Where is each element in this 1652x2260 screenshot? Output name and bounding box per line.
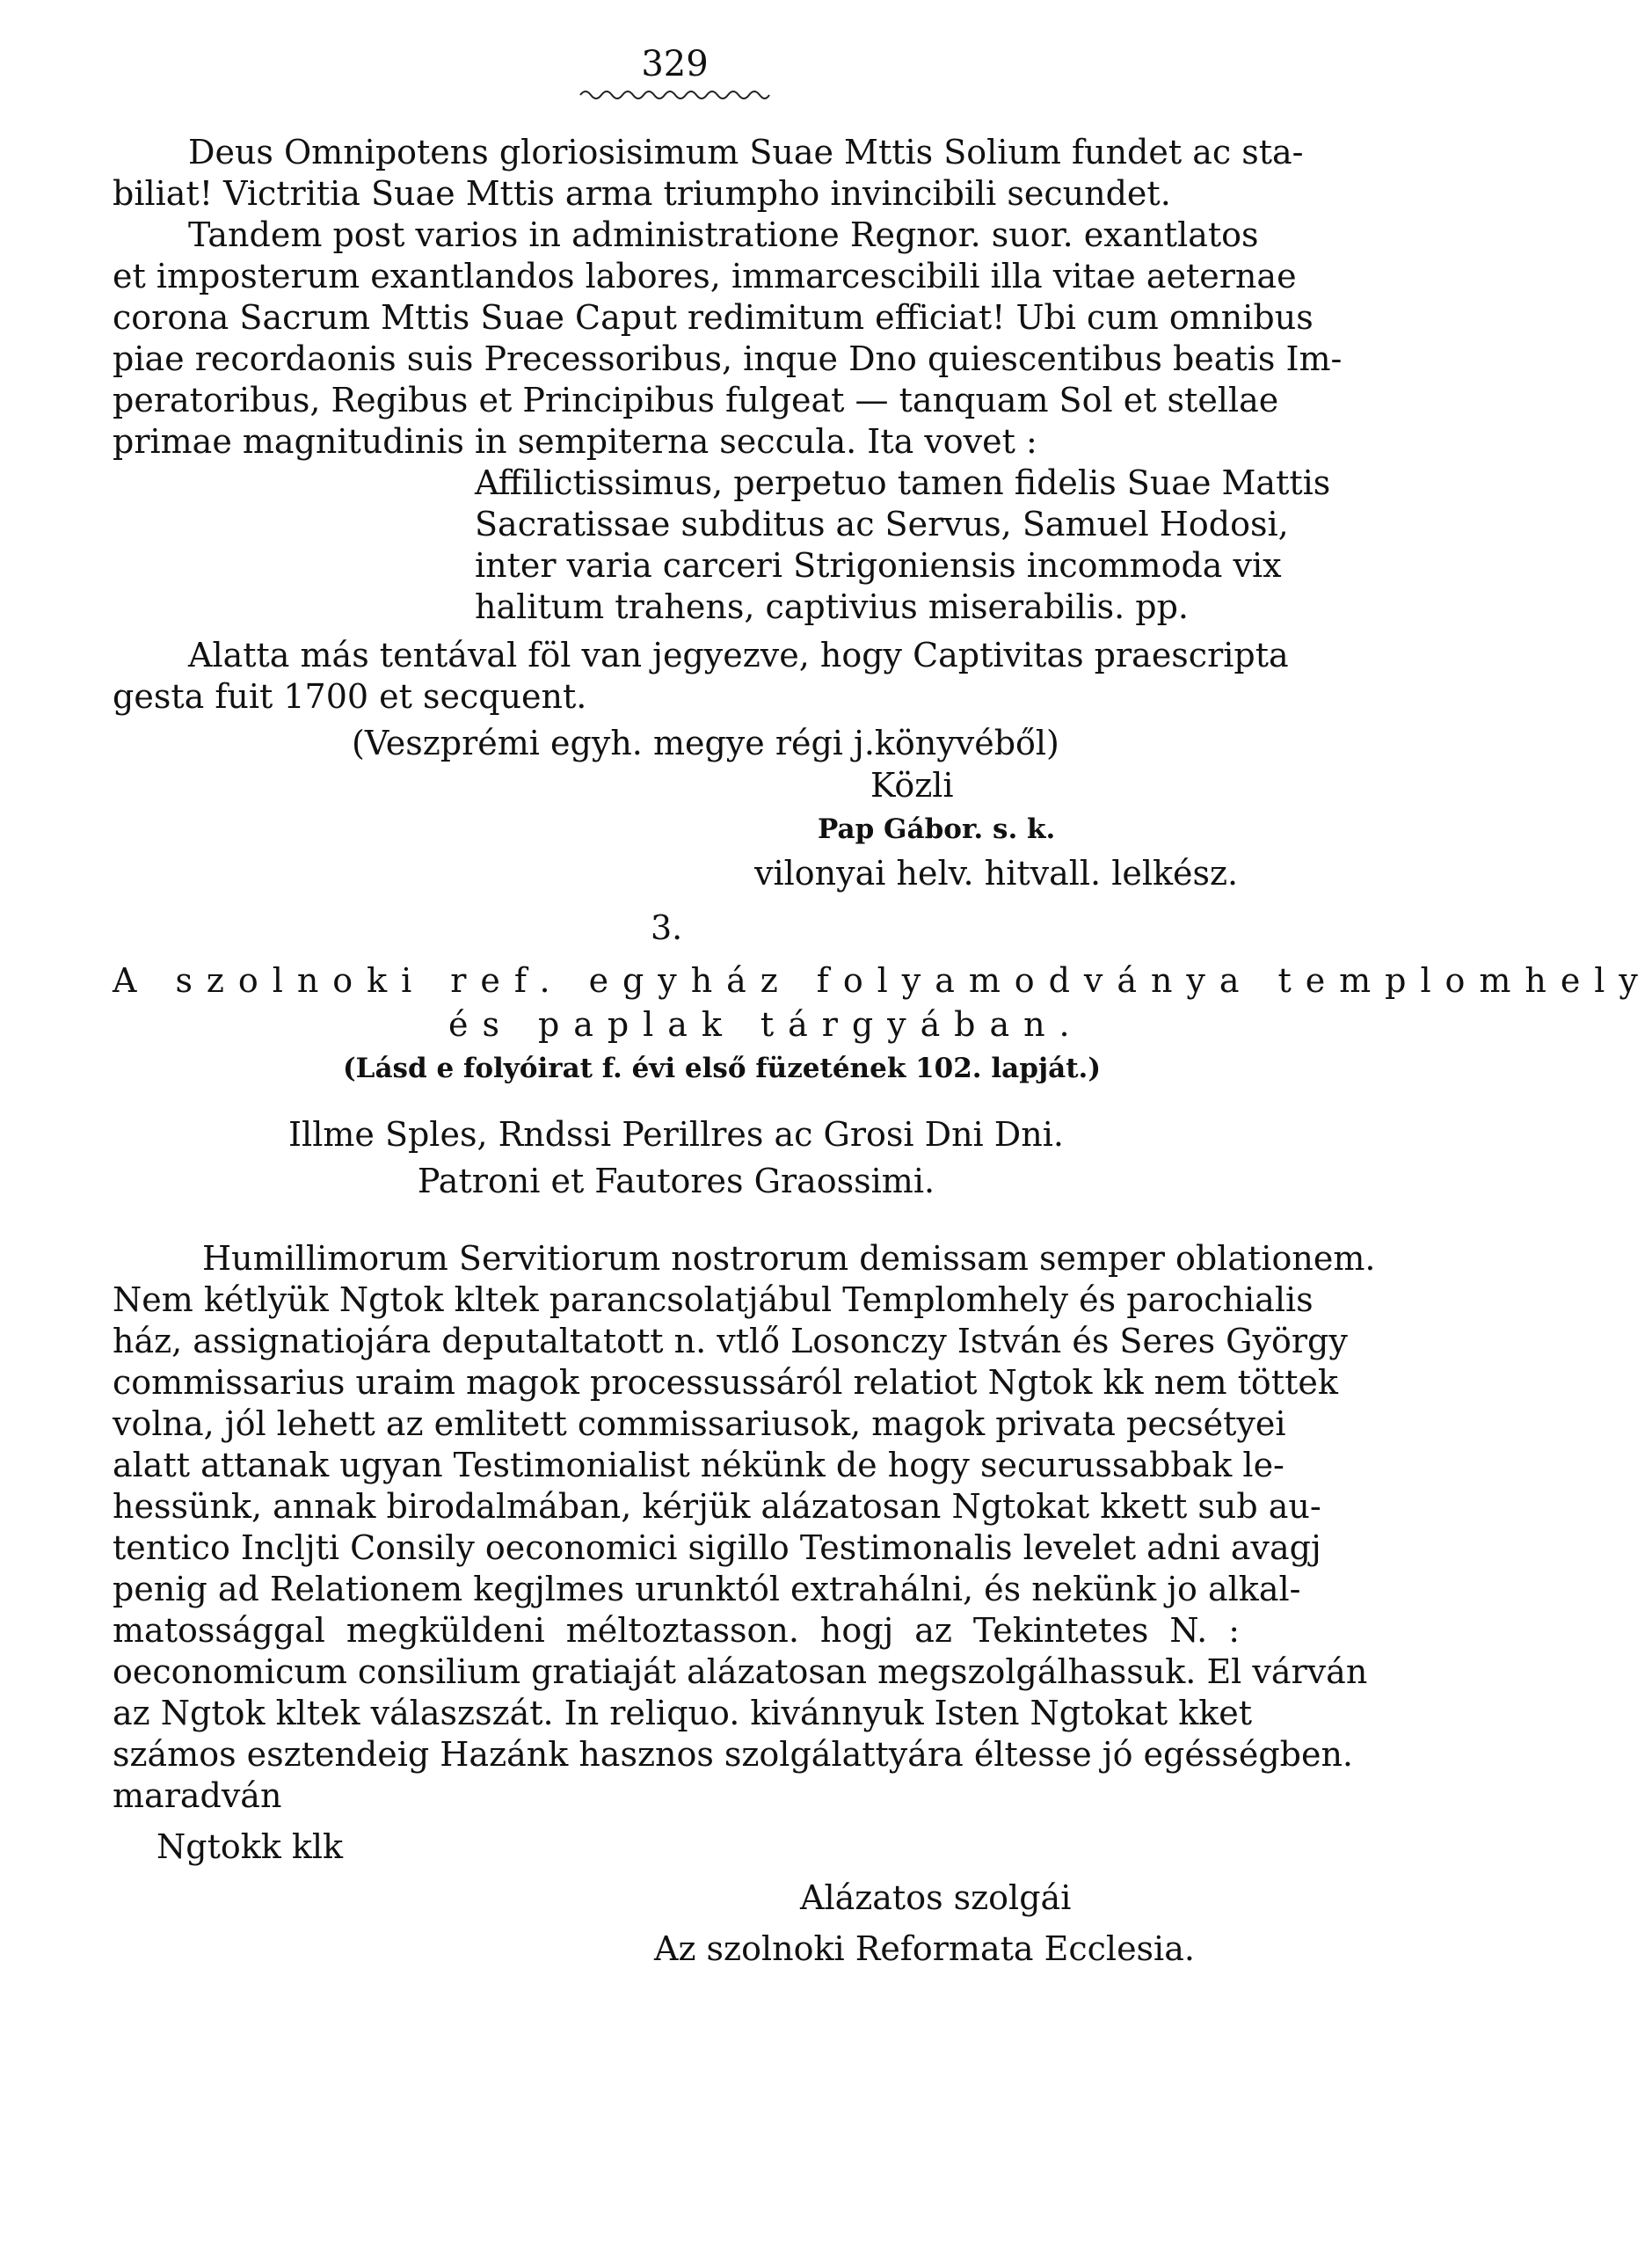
signature-line: Sacratissae subditus ac Servus, Samuel Hodosi, bbox=[475, 505, 1289, 543]
petition-line: commissarius uraim magok processussáról relatiot Ngtok kk nem töttek bbox=[113, 1363, 1338, 1402]
petition-line: matossággal megküldeni méltoztasson. hogj az Tekintetes N. : bbox=[113, 1611, 1240, 1650]
note-line: Alatta más tentával föl van jegyezve, hogy Captivitas praescripta bbox=[188, 636, 1289, 674]
petition-closing: Ngtokk klk bbox=[156, 1827, 344, 1866]
signature-line: halitum trahens, captivius miserabilis. pp. bbox=[475, 587, 1190, 626]
signature-line: inter varia carceri Strigoniensis incommoda vix bbox=[475, 546, 1282, 585]
petition-line: tentico Incljti Consily oeconomici sigillo Testimonalis levelet adni avagj bbox=[113, 1528, 1321, 1567]
petition-line: Nem kétlyük Ngtok kltek parancsolatjábul Templomhely és parochialis bbox=[113, 1280, 1314, 1319]
latin-line: piae recordaonis suis Precessoribus, inque Dno quiescentibus beatis Im- bbox=[113, 339, 1343, 378]
note-author-title: vilonyai helv. hitvall. lelkész. bbox=[754, 854, 1239, 893]
salutation-line: Patroni et Fautores Graossimi. bbox=[417, 1162, 935, 1200]
salutation-line: Illme Sples, Rndssi Perillres ac Grosi Dni Dni. bbox=[288, 1115, 1064, 1154]
petition-line: az Ngtok kltek válaszszát. In reliquo. kivánnyuk Isten Ngtokat kket bbox=[113, 1694, 1253, 1732]
note-line: gesta fuit 1700 et secquent. bbox=[113, 677, 587, 716]
petition-line: ház, assignatiojára deputaltatott n. vtlő Losonczy István és Seres György bbox=[113, 1322, 1348, 1360]
signature-line: Affilictissimus, perpetuo tamen fidelis Suae Mattis bbox=[475, 463, 1331, 502]
petition-signoff: Az szolnoki Reformata Ecclesia. bbox=[654, 1929, 1195, 1968]
section-number: 3. bbox=[651, 908, 683, 947]
note-source: (Veszprémi egyh. megye régi j.könyvéből) bbox=[352, 724, 1059, 762]
petition-line: volna, jól lehett az emlitett commissariusok, magok privata pecsétyei bbox=[113, 1404, 1286, 1443]
petition-line: Humillimorum Servitiorum nostrorum demissam semper oblationem. bbox=[202, 1239, 1376, 1278]
petition-line: számos esztendeig Hazánk hasznos szolgálattyára éltesse jó egésségben. bbox=[113, 1735, 1354, 1774]
latin-line: biliat! Victritia Suae Mttis arma triumpho invincibili secundet. bbox=[113, 174, 1171, 213]
latin-line: Tandem post varios in administratione Regnor. suor. exantlatos bbox=[188, 215, 1259, 254]
latin-line: peratoribus, Regibus et Principibus fulgeat — tanquam Sol et stellae bbox=[113, 381, 1279, 419]
section-reference: (Lásd e folyóirat f. évi első füzetének 102. lapját.) bbox=[343, 1053, 1102, 1084]
note-kozli: Közli bbox=[870, 766, 954, 805]
note-author: Pap Gábor. s. k. bbox=[818, 813, 1056, 845]
petition-line: oeconomicum consilium gratiaját alázatosan megszolgálhassuk. El várván bbox=[113, 1652, 1368, 1691]
petition-line: penig ad Relationem kegjlmes urunktól extrahálni, és nekünk jo alkal- bbox=[113, 1570, 1301, 1608]
petition-line: alatt attanak ugyan Testimonialist nékünk de hogy securussabbak le- bbox=[113, 1446, 1284, 1484]
petition-line: maradván bbox=[113, 1776, 282, 1815]
page-number-ornament bbox=[580, 84, 769, 102]
latin-line: corona Sacrum Mttis Suae Caput redimitum efficiat! Ubi cum omnibus bbox=[113, 298, 1314, 337]
section-title: és paplak tárgyában. bbox=[448, 1005, 1084, 1044]
latin-line: Deus Omnipotens gloriosisimum Suae Mttis Solium fundet ac sta- bbox=[188, 133, 1304, 171]
latin-line: et imposterum exantlandos labores, immarcescibili illa vitae aeternae bbox=[113, 257, 1297, 295]
petition-line: hessünk, annak birodalmában, kérjük alázatosan Ngtokat kkett sub au- bbox=[113, 1487, 1321, 1526]
latin-line: primae magnitudinis in sempiterna seccula. Ita vovet : bbox=[113, 422, 1037, 461]
page-number: 329 bbox=[641, 44, 709, 84]
section-title: A szolnoki ref. egyház folyamodványa templomhely bbox=[113, 961, 1652, 1000]
petition-signoff: Alázatos szolgái bbox=[800, 1878, 1072, 1917]
